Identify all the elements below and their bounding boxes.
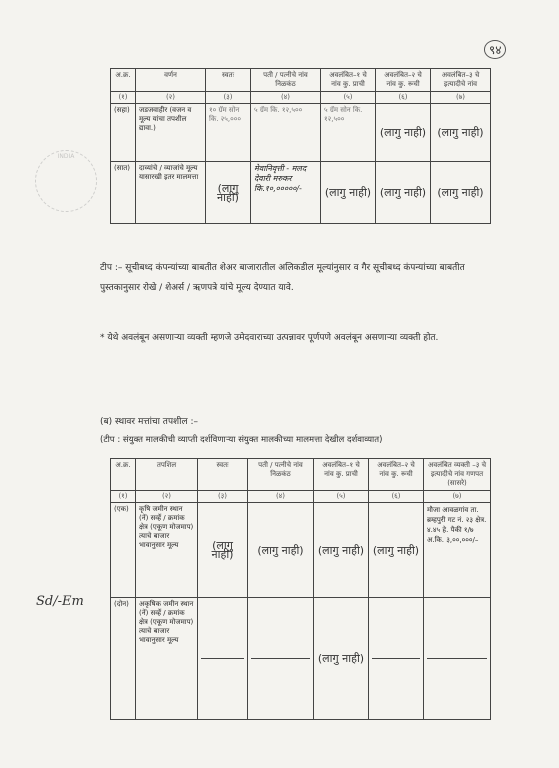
table-row xyxy=(111,598,491,720)
dash-cell xyxy=(248,598,314,720)
header-cell: अ.क्र. xyxy=(111,459,136,491)
header-cell: अवलंबित व्यक्ती –३ चे इत्यादीचे नांव गणपत (सासरे) xyxy=(424,459,491,491)
self-value: (लागु नाही) xyxy=(198,503,248,598)
spouse-value: ५ ग्रॅम कि. १२,५०० xyxy=(251,104,321,162)
row-description: दाव्यांचे / व्याजांचे मूल्य यासारखी इतर मालमत्ता xyxy=(136,162,206,224)
header-cell: अवलंबित–१ चे नांव कु. प्राची xyxy=(314,459,369,491)
header-cell: अवलंबित–२ चे नांव कु. रूची xyxy=(369,459,424,491)
row-description: जडजवाहीर (वजन व मूल्य यांचा तपशील द्यावा.) xyxy=(136,104,206,162)
column-number: (१) xyxy=(111,491,136,503)
column-number: (५) xyxy=(314,491,369,503)
header-cell: स्वतः xyxy=(206,69,251,92)
section-b-tip: (टीप : संयुक्त मालकीची व्याप्ती दर्शविणाऱ्या संयुक्त मालकीच्या मालमत्ता देखील दर्शवाव्यात) xyxy=(100,435,383,445)
stamp-seal-icon: INDIA xyxy=(35,150,97,212)
column-number: (३) xyxy=(198,491,248,503)
column-number: (२) xyxy=(136,491,198,503)
self-value: १० ग्रॅम सोन कि. २५,००० xyxy=(206,104,251,162)
table-row xyxy=(111,503,491,598)
dependent3-value: (लागु नाही) xyxy=(431,162,491,224)
dependent2-value: (लागु नाही) xyxy=(369,503,424,598)
margin-signature: Sd/-Em xyxy=(36,594,84,609)
column-number-row xyxy=(111,92,491,104)
immovable-assets-table xyxy=(110,458,491,720)
table-row xyxy=(111,104,491,162)
header-cell: अ.क्र. xyxy=(111,69,136,92)
column-number: (७) xyxy=(424,491,491,503)
column-number: (६) xyxy=(376,92,431,104)
dependent2-value: (लागु नाही) xyxy=(376,162,431,224)
dash-cell xyxy=(198,598,248,720)
header-cell: पती / पत्नीचे नांव निळकंठ xyxy=(248,459,314,491)
page-number: ९४ xyxy=(484,40,506,59)
section-b-title: (ब) स्थावर मत्तांचा तपशील :– xyxy=(100,417,198,427)
column-number: (१) xyxy=(111,92,136,104)
dash-cell xyxy=(369,598,424,720)
row-number: (दोन) xyxy=(111,598,136,720)
column-number: (६) xyxy=(369,491,424,503)
column-number: (५) xyxy=(321,92,376,104)
column-number: (२) xyxy=(136,92,206,104)
dependent2-value: (लागु नाही) xyxy=(376,104,431,162)
spouse-value: (लागु नाही) xyxy=(248,503,314,598)
row-description: अकृषिक जमीन स्थान (नें) सर्व्हे / क्रमांक क्षेत्र (एकूण मोजमाप) त्याचे बाजार भावानुसार मूल्य xyxy=(136,598,198,720)
table-header-row xyxy=(111,459,491,491)
header-cell: स्वतः xyxy=(198,459,248,491)
dependent1-value: ५ ग्रॅम सोन कि. १२,५०० xyxy=(321,104,376,162)
dependent-note: * येथे अवलंबून असणाऱ्या व्यक्ती म्हणजे उमेदवाराच्या उत्पन्नावर पूर्णपणे अवलंबून असणाऱ्या व्यक्ती होत. xyxy=(100,333,439,343)
header-cell: वर्णन xyxy=(136,69,206,92)
dependent1-value: (लागु नाही) xyxy=(321,162,376,224)
table-row xyxy=(111,162,491,224)
column-number: (४) xyxy=(251,92,321,104)
row-number: (सात) xyxy=(111,162,136,224)
header-cell: अवलंबित–२ चे नांव कु. रूची xyxy=(376,69,431,92)
row-description: कृषि जमीन स्थान (नें) सर्व्हे / क्रमांक क्षेत्र (एकूण मोजमाप) त्याचे बाजार भावानुसार मूल्य xyxy=(136,503,198,598)
dependent3-value: मौजा आवळगांव ता. ब्रम्हपुरी गट नं. २३ क्षेत्र. ४.४५ हे. पैकी १/७ अ.कि. ३,००,०००/– xyxy=(424,503,491,598)
header-cell: अवलंबित–३ चे इत्यादीचे नांव xyxy=(431,69,491,92)
tip-note: टीप :– सूचीबध्द कंपन्यांच्या बाबतीत शेअर बाजारातील अलिकडील मूल्यांनुसार व गैर सूचीबध्द कंपन्यांच्या बाबतीत पुस्तकानुसार रोखे / शेअर्स / ऋणपत्रे यांचे मूल्य देण्यात यावे. xyxy=(100,263,465,293)
dash-cell xyxy=(424,598,491,720)
movable-assets-table xyxy=(110,68,491,224)
column-number-row xyxy=(111,491,491,503)
row-number: (सहा) xyxy=(111,104,136,162)
column-number: (३) xyxy=(206,92,251,104)
header-cell: अवलंबित–१ चे नांव कु. प्राची xyxy=(321,69,376,92)
spouse-handwritten-value: मेवानिवृत्ती - मलद देवारी मरुकर कि.१०,०००००/- xyxy=(251,162,321,224)
column-number: (७) xyxy=(431,92,491,104)
column-number: (४) xyxy=(248,491,314,503)
header-cell: तपशिल xyxy=(136,459,198,491)
self-value: (लागु नाही) xyxy=(206,162,251,224)
merged-value: (लागु नाही) xyxy=(314,598,369,720)
dependent3-value: (लागु नाही) xyxy=(431,104,491,162)
header-cell: पती / पत्नीचे नांव निळकंठ xyxy=(251,69,321,92)
table-header-row xyxy=(111,69,491,92)
row-number: (एक) xyxy=(111,503,136,598)
dependent1-value: (लागु नाही) xyxy=(314,503,369,598)
